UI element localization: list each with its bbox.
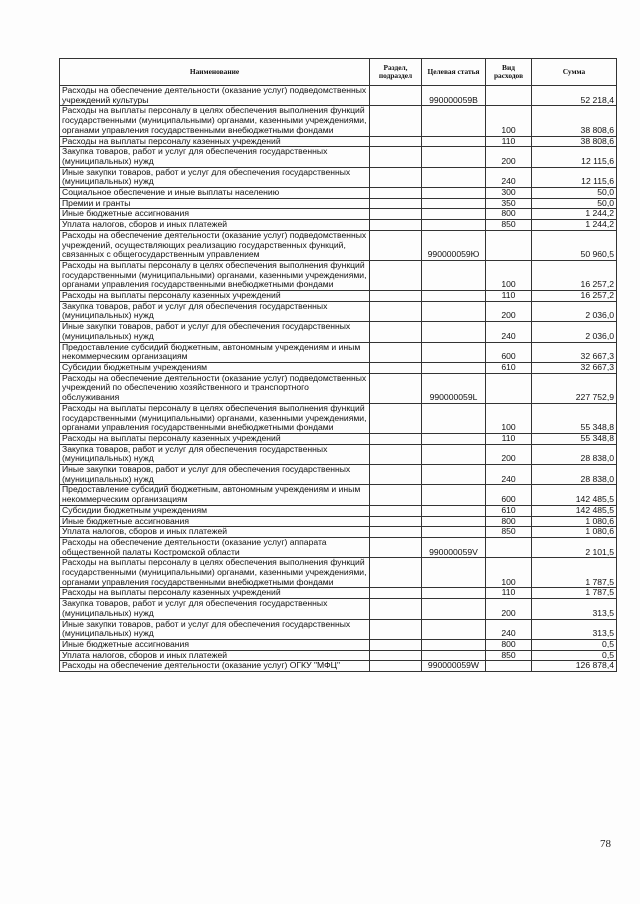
cell-target xyxy=(422,209,486,220)
cell-sum: 32 667,3 xyxy=(532,362,617,373)
cell-target xyxy=(422,188,486,199)
cell-sum: 16 257,2 xyxy=(532,291,617,302)
cell-name: Субсидии бюджетным учреждениям xyxy=(60,362,370,373)
cell-target xyxy=(422,220,486,231)
cell-type xyxy=(486,373,532,403)
cell-section xyxy=(370,322,422,342)
cell-sum: 1 787,5 xyxy=(532,558,617,588)
header-section: Раздел, подраздел xyxy=(370,59,422,86)
cell-type: 100 xyxy=(486,106,532,136)
table-row xyxy=(60,362,617,373)
cell-section xyxy=(370,444,422,464)
cell-type: 240 xyxy=(486,167,532,187)
table-row xyxy=(60,220,617,231)
table-row xyxy=(60,147,617,167)
table-row xyxy=(60,209,617,220)
cell-section xyxy=(370,527,422,538)
cell-section xyxy=(370,136,422,147)
cell-name: Иные закупки товаров, работ и услуг для обеспечения государственных (муниципальных) нужд xyxy=(60,619,370,639)
header-target: Целевая статья xyxy=(422,59,486,86)
cell-sum: 16 257,2 xyxy=(532,260,617,290)
cell-name: Премии и гранты xyxy=(60,198,370,209)
cell-sum: 38 808,6 xyxy=(532,106,617,136)
cell-type: 850 xyxy=(486,650,532,661)
cell-section xyxy=(370,230,422,260)
cell-target xyxy=(422,106,486,136)
cell-name: Социальное обеспечение и иные выплаты населению xyxy=(60,188,370,199)
cell-section xyxy=(370,167,422,187)
table-row xyxy=(60,373,617,403)
cell-name: Иные закупки товаров, работ и услуг для обеспечения государственных (муниципальных) нужд xyxy=(60,322,370,342)
cell-name: Закупка товаров, работ и услуг для обеспечения государственных (муниципальных) нужд xyxy=(60,147,370,167)
table-row xyxy=(60,465,617,485)
cell-target: 990000059В xyxy=(422,86,486,106)
cell-section xyxy=(370,433,422,444)
cell-type xyxy=(486,537,532,557)
cell-section xyxy=(370,147,422,167)
cell-target xyxy=(422,619,486,639)
cell-sum: 142 485,5 xyxy=(532,485,617,505)
cell-type: 110 xyxy=(486,136,532,147)
cell-section xyxy=(370,209,422,220)
cell-sum: 2 101,5 xyxy=(532,537,617,557)
cell-section xyxy=(370,485,422,505)
cell-name: Расходы на выплаты персоналу в целях обеспечения выполнения функций государственными (муниципальными) органами, казенными учреждениями, органами управления государственными внебюджетными фондами xyxy=(60,260,370,290)
cell-section xyxy=(370,198,422,209)
cell-sum: 142 485,5 xyxy=(532,505,617,516)
cell-target: 990000059L xyxy=(422,373,486,403)
cell-name: Предоставление субсидий бюджетным, автономным учреждениям и иным некоммерческим организациям xyxy=(60,342,370,362)
cell-sum: 313,5 xyxy=(532,599,617,619)
cell-target xyxy=(422,558,486,588)
budget-table xyxy=(59,58,617,672)
cell-sum: 50,0 xyxy=(532,198,617,209)
cell-section xyxy=(370,291,422,302)
table-row xyxy=(60,661,617,672)
cell-type: 110 xyxy=(486,433,532,444)
cell-sum: 0,5 xyxy=(532,639,617,650)
table-row xyxy=(60,230,617,260)
cell-name: Закупка товаров, работ и услуг для обеспечения государственных (муниципальных) нужд xyxy=(60,301,370,321)
cell-name: Уплата налогов, сборов и иных платежей xyxy=(60,220,370,231)
cell-sum: 38 808,6 xyxy=(532,136,617,147)
cell-name: Иные бюджетные ассигнования xyxy=(60,639,370,650)
cell-type: 200 xyxy=(486,444,532,464)
cell-target xyxy=(422,516,486,527)
cell-section xyxy=(370,403,422,433)
cell-section xyxy=(370,301,422,321)
cell-section xyxy=(370,639,422,650)
cell-sum: 313,5 xyxy=(532,619,617,639)
cell-target xyxy=(422,362,486,373)
cell-name: Иные бюджетные ассигнования xyxy=(60,209,370,220)
cell-target xyxy=(422,342,486,362)
table-row xyxy=(60,188,617,199)
cell-sum: 52 218,4 xyxy=(532,86,617,106)
cell-section xyxy=(370,373,422,403)
cell-section xyxy=(370,106,422,136)
cell-type xyxy=(486,661,532,672)
cell-sum: 12 115,6 xyxy=(532,147,617,167)
cell-type: 800 xyxy=(486,639,532,650)
cell-name: Расходы на выплаты персоналу казенных учреждений xyxy=(60,588,370,599)
header-name: Наименование xyxy=(60,59,370,86)
table-row xyxy=(60,136,617,147)
table-row xyxy=(60,485,617,505)
cell-type: 850 xyxy=(486,220,532,231)
cell-target xyxy=(422,650,486,661)
cell-type: 850 xyxy=(486,527,532,538)
cell-target xyxy=(422,301,486,321)
cell-target xyxy=(422,444,486,464)
cell-target: 990000059Ю xyxy=(422,230,486,260)
cell-type: 100 xyxy=(486,558,532,588)
cell-name: Расходы на выплаты персоналу казенных учреждений xyxy=(60,433,370,444)
cell-type: 100 xyxy=(486,403,532,433)
cell-name: Субсидии бюджетным учреждениям xyxy=(60,505,370,516)
cell-section xyxy=(370,342,422,362)
cell-sum: 32 667,3 xyxy=(532,342,617,362)
cell-target: 990000059W xyxy=(422,661,486,672)
cell-sum: 12 115,6 xyxy=(532,167,617,187)
cell-section xyxy=(370,661,422,672)
table-row xyxy=(60,619,617,639)
table-row xyxy=(60,599,617,619)
cell-section xyxy=(370,650,422,661)
table-row xyxy=(60,301,617,321)
table-row xyxy=(60,558,617,588)
cell-target xyxy=(422,639,486,650)
cell-section xyxy=(370,220,422,231)
table-row xyxy=(60,342,617,362)
table-header-row xyxy=(60,59,617,86)
table-row xyxy=(60,433,617,444)
cell-name: Расходы на обеспечение деятельности (оказание услуг) подведомственных учреждений, осуществляющих реализацию государственных функций, связанных с общегосударственным управлением xyxy=(60,230,370,260)
cell-sum: 55 348,8 xyxy=(532,433,617,444)
table-row xyxy=(60,444,617,464)
page-number: 78 xyxy=(600,838,611,850)
cell-target xyxy=(422,136,486,147)
table-row xyxy=(60,86,617,106)
cell-section xyxy=(370,465,422,485)
cell-section xyxy=(370,505,422,516)
cell-section xyxy=(370,588,422,599)
table-row xyxy=(60,291,617,302)
table-row xyxy=(60,505,617,516)
cell-type: 110 xyxy=(486,588,532,599)
table-body xyxy=(60,86,617,672)
cell-section xyxy=(370,619,422,639)
table-row xyxy=(60,639,617,650)
table-row xyxy=(60,516,617,527)
cell-target xyxy=(422,485,486,505)
cell-sum: 2 036,0 xyxy=(532,322,617,342)
cell-type: 300 xyxy=(486,188,532,199)
cell-section xyxy=(370,188,422,199)
cell-type: 800 xyxy=(486,209,532,220)
cell-name: Расходы на обеспечение деятельности (оказание услуг) аппарата общественной палаты Костромской области xyxy=(60,537,370,557)
cell-target xyxy=(422,198,486,209)
cell-name: Иные бюджетные ассигнования xyxy=(60,516,370,527)
cell-name: Расходы на выплаты персоналу казенных учреждений xyxy=(60,291,370,302)
cell-name: Уплата налогов, сборов и иных платежей xyxy=(60,527,370,538)
table-row xyxy=(60,527,617,538)
cell-sum: 28 838,0 xyxy=(532,444,617,464)
cell-section xyxy=(370,260,422,290)
cell-target xyxy=(422,291,486,302)
cell-target xyxy=(422,599,486,619)
table-row xyxy=(60,167,617,187)
cell-sum: 1 244,2 xyxy=(532,220,617,231)
table-row xyxy=(60,260,617,290)
cell-type: 610 xyxy=(486,362,532,373)
cell-name: Расходы на обеспечение деятельности (оказание услуг) ОГКУ "МФЦ" xyxy=(60,661,370,672)
cell-sum: 55 348,8 xyxy=(532,403,617,433)
cell-type xyxy=(486,230,532,260)
cell-section xyxy=(370,86,422,106)
cell-name: Расходы на обеспечение деятельности (оказание услуг) подведомственных учреждений по обеспечению хозяйственного и транспортного обслуживания xyxy=(60,373,370,403)
cell-sum: 1 787,5 xyxy=(532,588,617,599)
table-row xyxy=(60,588,617,599)
cell-name: Расходы на выплаты персоналу в целях обеспечения выполнения функций государственными (муниципальными) органами, казенными учреждениями, органами управления государственными внебюджетными фондами xyxy=(60,106,370,136)
cell-name: Закупка товаров, работ и услуг для обеспечения государственных (муниципальных) нужд xyxy=(60,444,370,464)
cell-section xyxy=(370,537,422,557)
cell-sum: 50 960,5 xyxy=(532,230,617,260)
cell-target xyxy=(422,167,486,187)
cell-type: 240 xyxy=(486,322,532,342)
table-row xyxy=(60,198,617,209)
cell-name: Расходы на выплаты персоналу казенных учреждений xyxy=(60,136,370,147)
cell-type: 240 xyxy=(486,619,532,639)
cell-sum: 1 244,2 xyxy=(532,209,617,220)
cell-sum: 1 080,6 xyxy=(532,516,617,527)
cell-sum: 50,0 xyxy=(532,188,617,199)
table-row xyxy=(60,650,617,661)
table-row xyxy=(60,537,617,557)
cell-type: 200 xyxy=(486,147,532,167)
cell-type: 200 xyxy=(486,599,532,619)
cell-sum: 28 838,0 xyxy=(532,465,617,485)
cell-section xyxy=(370,558,422,588)
cell-target xyxy=(422,465,486,485)
cell-type: 600 xyxy=(486,485,532,505)
cell-section xyxy=(370,599,422,619)
cell-target xyxy=(422,505,486,516)
cell-type: 200 xyxy=(486,301,532,321)
cell-target xyxy=(422,403,486,433)
table-row xyxy=(60,106,617,136)
cell-target xyxy=(422,260,486,290)
cell-target: 990000059V xyxy=(422,537,486,557)
header-type: Вид расходов xyxy=(486,59,532,86)
cell-type: 110 xyxy=(486,291,532,302)
cell-type: 600 xyxy=(486,342,532,362)
cell-name: Расходы на обеспечение деятельности (оказание услуг) подведомственных учреждений культуры xyxy=(60,86,370,106)
cell-target xyxy=(422,147,486,167)
cell-target xyxy=(422,527,486,538)
cell-target xyxy=(422,433,486,444)
header-sum: Сумма xyxy=(532,59,617,86)
cell-name: Предоставление субсидий бюджетным, автономным учреждениям и иным некоммерческим организациям xyxy=(60,485,370,505)
cell-name: Расходы на выплаты персоналу в целях обеспечения выполнения функций государственными (муниципальными) органами, казенными учреждениями, органами управления государственными внебюджетными фондами xyxy=(60,558,370,588)
cell-sum: 1 080,6 xyxy=(532,527,617,538)
cell-name: Уплата налогов, сборов и иных платежей xyxy=(60,650,370,661)
cell-type: 240 xyxy=(486,465,532,485)
cell-target xyxy=(422,322,486,342)
cell-name: Иные закупки товаров, работ и услуг для обеспечения государственных (муниципальных) нужд xyxy=(60,167,370,187)
cell-type: 100 xyxy=(486,260,532,290)
cell-target xyxy=(422,588,486,599)
table-row xyxy=(60,322,617,342)
cell-section xyxy=(370,516,422,527)
cell-name: Закупка товаров, работ и услуг для обеспечения государственных (муниципальных) нужд xyxy=(60,599,370,619)
cell-sum: 126 878,4 xyxy=(532,661,617,672)
cell-name: Расходы на выплаты персоналу в целях обеспечения выполнения функций государственными (муниципальными) органами, казенными учреждениями, органами управления государственными внебюджетными фондами xyxy=(60,403,370,433)
cell-type xyxy=(486,86,532,106)
cell-type: 350 xyxy=(486,198,532,209)
cell-sum: 0,5 xyxy=(532,650,617,661)
cell-type: 800 xyxy=(486,516,532,527)
cell-sum: 2 036,0 xyxy=(532,301,617,321)
cell-type: 610 xyxy=(486,505,532,516)
cell-sum: 227 752,9 xyxy=(532,373,617,403)
cell-name: Иные закупки товаров, работ и услуг для обеспечения государственных (муниципальных) нужд xyxy=(60,465,370,485)
table-row xyxy=(60,403,617,433)
cell-section xyxy=(370,362,422,373)
